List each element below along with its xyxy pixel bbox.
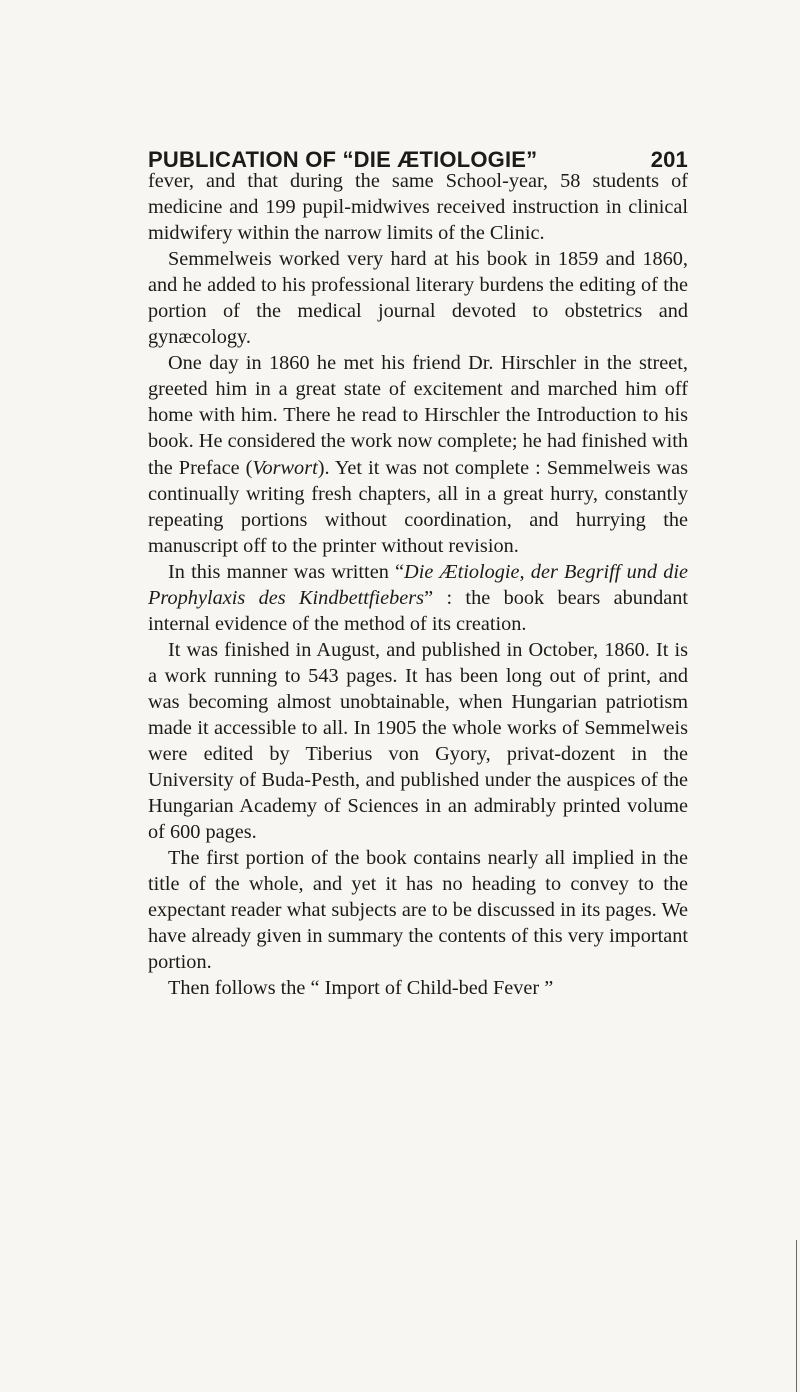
paragraph bbox=[148, 246, 688, 350]
italic-book-title: Die Ætiologie, der Begriff und die Prophylaxis des Kindbettfiebers bbox=[148, 560, 688, 609]
paragraph bbox=[148, 975, 688, 1001]
paragraph bbox=[148, 637, 688, 845]
paragraph bbox=[148, 845, 688, 975]
paragraph bbox=[148, 350, 688, 558]
running-head-title: PUBLICATION OF “DIE ÆTIOLOGIE” bbox=[148, 147, 538, 172]
italic-text-run: Vorwort bbox=[252, 456, 318, 479]
body-text bbox=[148, 168, 688, 1002]
paragraph bbox=[148, 168, 688, 246]
text-run: The first portion of the book contains nearly all implied in the title of the whole, and yet it has no heading to convey to the expectant reader what subjects are to be discussed in its pages. We have already given in summary the contents of this very important portion. bbox=[148, 847, 688, 974]
text-run: fever, and that during the same School-year, 58 students of medicine and 199 pupil-midwives received instruction in clinical midwifery within the narrow limits of the Clinic. bbox=[148, 170, 688, 245]
text-run: Then follows the “ Import of Child-bed Fever ” bbox=[168, 977, 554, 1000]
text-run: It was finished in August, and published in October, 1860. It is a work running to 543 pages. It has been long out of print, and was becoming almost unobtainable, when Hungarian patriotism made it accessible to all. In 1905 the whole works of Semmelweis were edited by Tiberius von Gyory, privat-dozent in the University of Buda-Pesth, and published under the auspices of the Hungarian Academy of Sciences in an admirably printed volume of 600 pages. bbox=[148, 638, 688, 844]
paragraph bbox=[148, 559, 688, 637]
text-run: ” : the book bears abundant internal evidence of the method of its creation. bbox=[148, 586, 688, 635]
text-run: Semmelweis worked very hard at his book in 1859 and 1860, and he added to his professional literary burdens the editing of the portion of the medical journal devoted to obstetrics and gynæcology. bbox=[148, 248, 688, 349]
page-number: 201 bbox=[650, 147, 688, 172]
text-run: In this manner was written “ bbox=[168, 560, 405, 583]
text-run: One day in 1860 he met his friend Dr. Hirschler in the street, greeted him in a great state of excitement and marched him off home with him. There he read to Hirschler the Introduction to his book. He considered the work now complete; he had finished with the Preface ( bbox=[148, 352, 688, 479]
text-run: ). Yet it was not complete : Semmelweis was continually writing fresh chapters, all in a great hurry, constantly repeating portions without coordination, and hurrying the manuscript off to the printer without revision. bbox=[148, 456, 689, 557]
page-edge-line bbox=[796, 1240, 797, 1392]
